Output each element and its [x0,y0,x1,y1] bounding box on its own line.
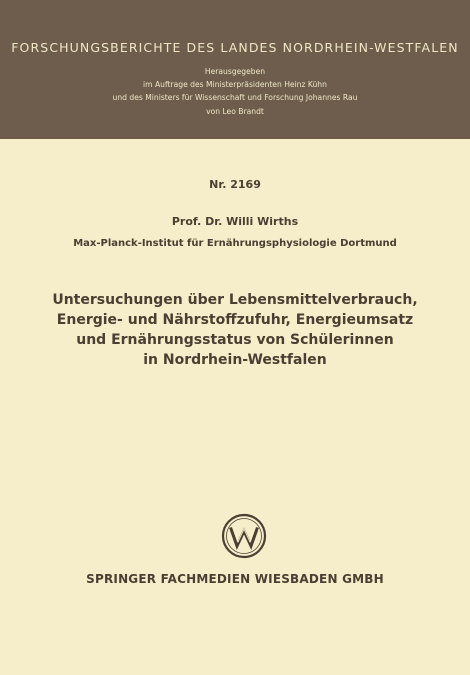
author-name: Prof. Dr. Willi Wirths [171,215,299,228]
report-number: Nr. 2169 [209,178,261,191]
publisher-name: SPRINGER FACHMEDIEN WIESBADEN GMBH [86,572,384,586]
author-institute: Max-Planck-Institut für Ernährungsphysiologie Dortmund [73,238,397,249]
title-line: und Ernährungsstatus von Schülerinnen [76,332,394,348]
editor-line: und des Ministers für Wissenschaft und Forschung Johannes Rau [112,93,358,103]
springer-w-logo-icon [221,513,267,559]
book-title [0,290,470,370]
editor-line: im Auftrage des Ministerpräsidenten Heinz Kühn [143,80,327,90]
header-band [0,0,470,139]
editor-credits [0,65,470,118]
title-line: in Nordrhein-Westfalen [143,352,327,368]
title-line: Untersuchungen über Lebensmittelverbrauch, [52,292,418,308]
editor-line: Herausgegeben [204,67,266,76]
title-line: Energie- und Nährstoffzufuhr, Energieumsatz [56,312,414,328]
series-title: FORSCHUNGSBERICHTE DES LANDES NORDRHEIN-WESTFALEN [11,40,459,55]
editor-line: von Leo Brandt [206,106,264,116]
